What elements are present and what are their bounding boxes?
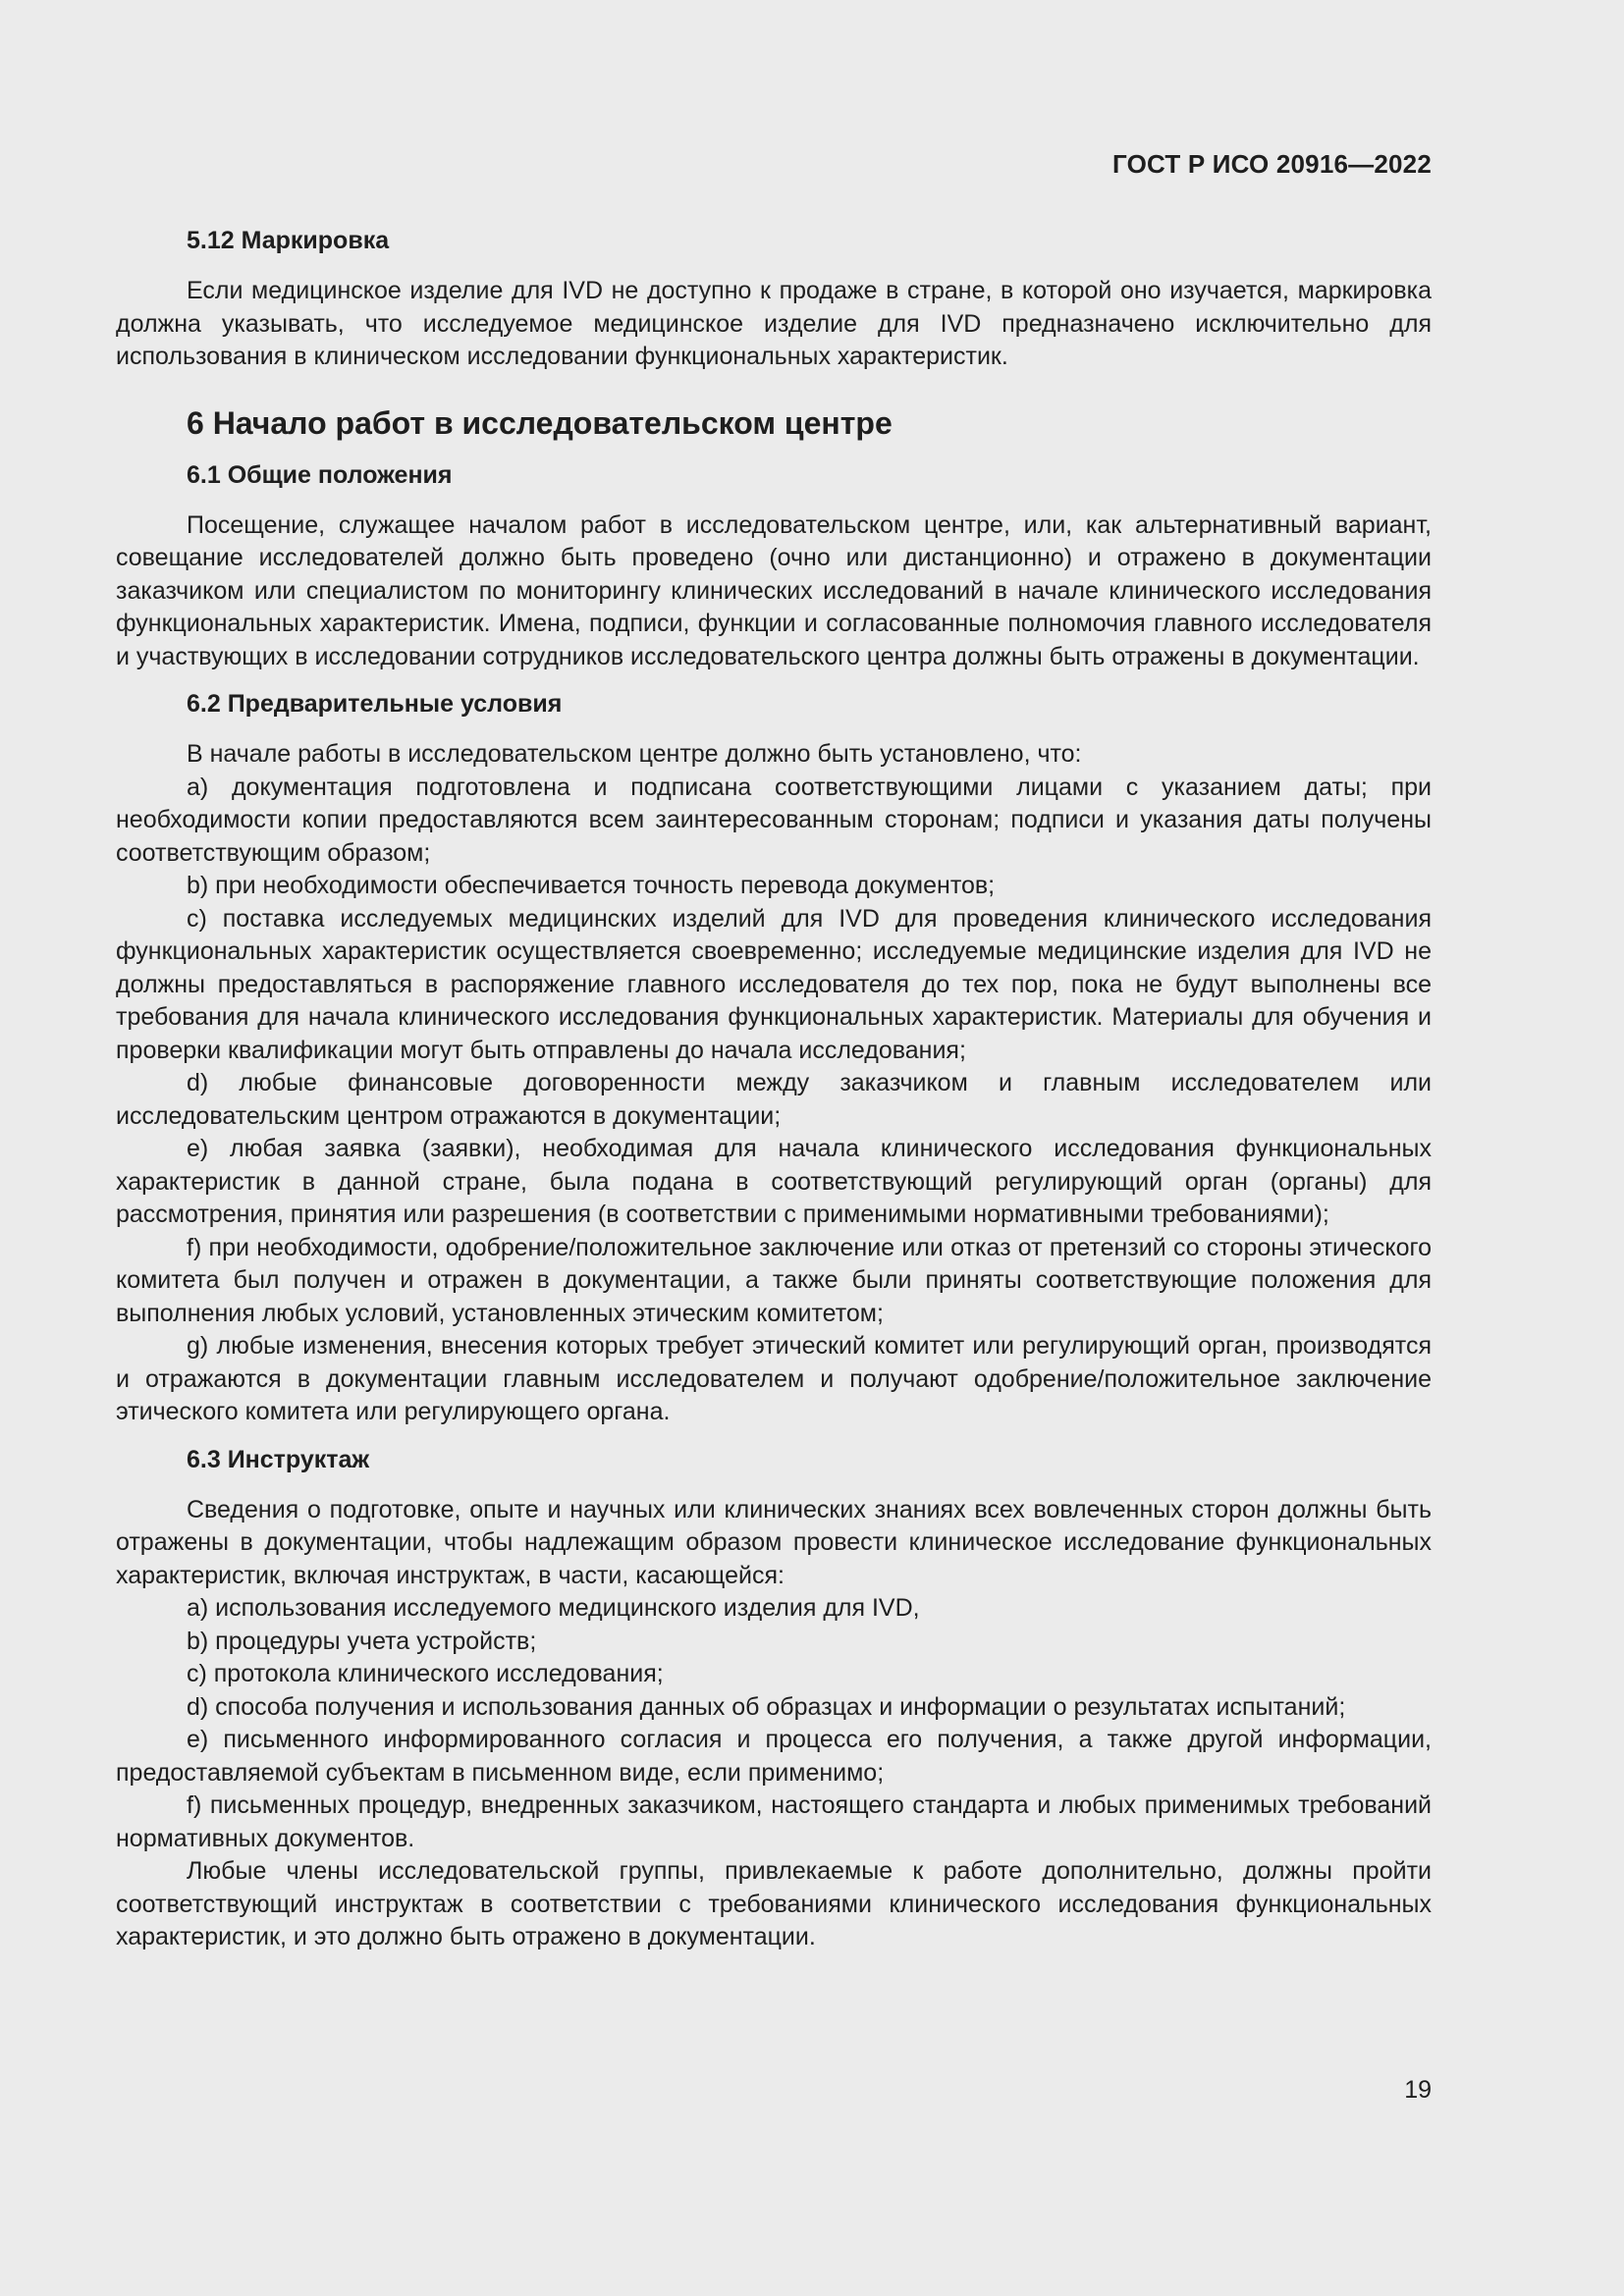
- list-item-6-3-a: a) использования исследуемого медицинского изделия для IVD,: [187, 1594, 920, 1622]
- heading-6-3: 6.3 Инструктаж: [187, 1445, 370, 1473]
- list-item-6-2-g: g) любые изменения, внесения которых требует этический комитет или регулирующий орган, производятся и отражаются в документации главным исследователем и получают одобрение/положительное заключение этического комитета или регулирующего органа.: [116, 1332, 1432, 1425]
- list-item-6-2-c: c) поставка исследуемых медицинских изделий для IVD для проведения клинического исследования функциональных характеристик осуществляется своевременно; исследуемые медицинские изделия для IVD не должны предоставляться в распоряжение главного исследователя до тех пор, пока не будут выполнены все требования для начала клинического исследования функциональных характеристик. Материалы для обучения и проверки квалификации могут быть отправлены до начала исследования;: [116, 904, 1432, 1064]
- list-item-6-2-e: e) любая заявка (заявки), необходимая для начала клинического исследования функциональных характеристик в данной стране, была подана в соответствующий регулирующий орган (органы) для рассмотрения, принятия или разрешения (в соответствии с применимыми нормативными требованиями);: [116, 1135, 1432, 1228]
- paragraph-5-12: Если медицинское изделие для IVD не доступно к продаже в стране, в которой оно изучается, маркировка должна указывать, что исследуемое медицинское изделие для IVD предназначено исключительно для использования в клиническом исследовании функциональных характеристик.: [116, 277, 1432, 370]
- list-item-6-3-e: e) письменного информированного согласия и процесса его получения, а также другой информации, предоставляемой субъектам в письменном виде, если применимо;: [116, 1726, 1432, 1787]
- document-body: [116, 224, 1432, 1954]
- heading-6-1: 6.1 Общие положения: [187, 460, 453, 489]
- heading-6-2: 6.2 Предварительные условия: [187, 690, 563, 718]
- list-item-6-3-c: c) протокола клинического исследования;: [187, 1660, 664, 1687]
- list-item-6-2-d: d) любые финансовые договоренности между заказчиком и главным исследователем или исследовательским центром отражаются в документации;: [116, 1069, 1432, 1130]
- heading-5-12: 5.12 Маркировка: [187, 227, 390, 254]
- list-item-6-3-d: d) способа получения и использования данных об образцах и информации о результатах испытаний;: [187, 1692, 1346, 1721]
- list-item-6-3-f: f) письменных процедур, внедренных заказчиком, настоящего стандарта и любых применимых требований нормативных документов.: [116, 1791, 1432, 1852]
- list-item-6-3-b: b) процедуры учета устройств;: [187, 1627, 537, 1655]
- heading-6: 6 Начало работ в исследовательском центре: [187, 404, 893, 441]
- list-item-6-2-a: a) документация подготовлена и подписана соответствующими лицами с указанием даты; при необходимости копии предоставляются всем заинтересованным сторонам; подписи и указания даты получены соответствующим образом;: [116, 773, 1432, 867]
- paragraph-6-1: Посещение, служащее началом работ в исследовательском центре, или, как альтернативный вариант, совещание исследователей должно быть проведено (очно или дистанционно) и отражено в документации заказчиком или специалистом по мониторингу клинических исследований в начале клинического исследования функциональных характеристик. Имена, подписи, функции и согласованные полномочия главного исследователя и участвующих в исследовании сотрудников исследовательского центра должны быть отражены в документации.: [116, 510, 1432, 670]
- document-header: ГОСТ Р ИСО 20916—2022: [1111, 149, 1432, 179]
- list-item-6-2-f: f) при необходимости, одобрение/положительное заключение или отказ от претензий со стороны этического комитета был получен и отражен в документации, а также были приняты соответствующие положения для выполнения любых условий, установленных этическим комитетом;: [116, 1233, 1432, 1327]
- paragraph-6-2-intro: В начале работы в исследовательском центре должно быть установлено, что:: [187, 740, 1082, 768]
- list-item-6-2-b: b) при необходимости обеспечивается точность перевода документов;: [187, 872, 996, 899]
- paragraph-6-3-closing: Любые члены исследовательской группы, привлекаемые к работе дополнительно, должны пройти соответствующий инструктаж в соответствии с требованиями клинического исследования функциональных характеристик, и это должно быть отражено в документации.: [116, 1857, 1432, 1950]
- page-number: 19: [1404, 2076, 1432, 2104]
- paragraph-6-3-intro: Сведения о подготовке, опыте и научных или клинических знаниях всех вовлеченных сторон должны быть отражены в документации, чтобы надлежащим образом провести клиническое исследование функциональных характеристик, включая инструктаж, в части, касающейся:: [116, 1495, 1432, 1589]
